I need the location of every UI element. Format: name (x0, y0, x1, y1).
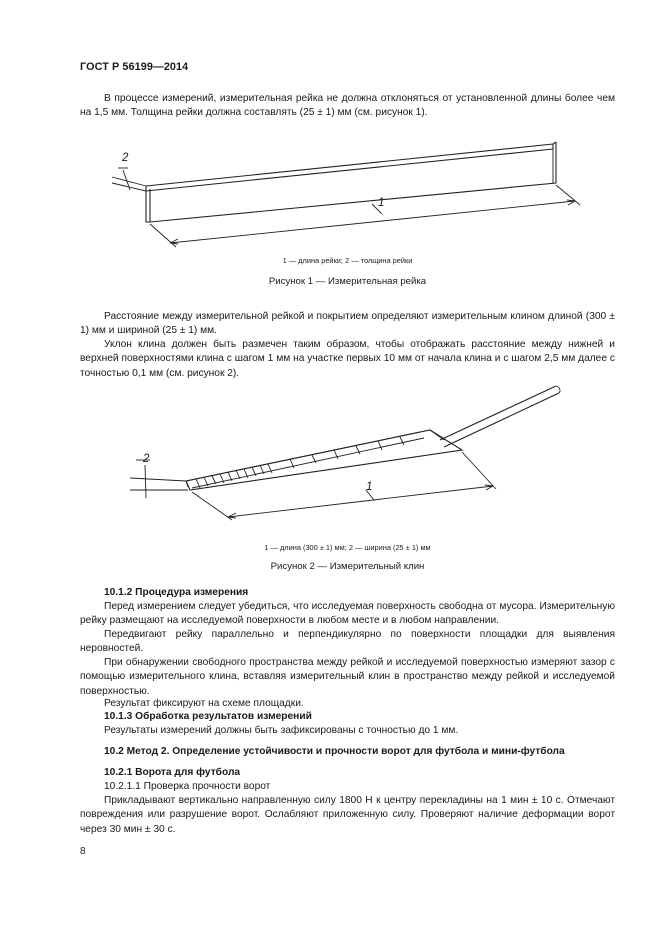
figure-2-legend: 1 — длина (300 ± 1) мм; 2 — ширина (25 ± 1) мм (264, 543, 431, 552)
figure-2-caption: Рисунок 2 — Измерительный клин (270, 561, 425, 572)
paragraph-10-1-3: Результаты измерений должны быть зафиксированы с точностью до 1 мм. (104, 725, 459, 736)
paragraph-10-2-1-1: Прикладывают вертикально направленную силу 1800 Н к центру перекладины на 1 мин ± 10 с. Отмечают повреждения или разрушение ворот. Ослабляют приложенную силу. Проверяют наличие деформации ворот через 30 мин ± 30 с. (80, 795, 615, 835)
measuring-wedge-drawing (130, 386, 560, 520)
heading-10-1-3: 10.1.3 Обработка результатов измерений (104, 711, 312, 722)
figure-1-label-2: 2 (122, 152, 129, 164)
figure-1-label-1: 1 (378, 197, 385, 209)
figure-1-caption: Рисунок 1 — Измерительная рейка (268, 276, 427, 287)
heading-10-2-1: 10.2.1 Ворота для футбола (104, 767, 241, 778)
paragraph-ruler-tolerance: В процессе измерений, измерительная рейка не должна отклоняться от установленной длины более чем на 1,5 мм. Толщина рейки должна составлять (25 ± 1) мм (см. рисунок 1). (80, 93, 615, 119)
figure-1-legend: 1 — длина рейки; 2 — толщина рейки (282, 256, 413, 265)
paragraph-10-1-2-c: При обнаружении свободного пространства между рейкой и исследуемой поверхностью измеряют зазор с помощью измерительного клина, вставляя измерительный клин в пространство между рейкой и исследуемой поверхностью. (80, 657, 615, 697)
heading-10-2: 10.2 Метод 2. Определение устойчивости и прочности ворот для футбола и мини-футбола (104, 746, 565, 757)
heading-10-1-2: 10.1.2 Процедура измерения (104, 587, 249, 598)
paragraph-wedge-marking: Уклон клина должен быть размечен таким образом, чтобы отображать расстояние между нижней и верхней поверхностями клина с шагом 1 мм на участке первых 10 мм от начала клина и с шагом 2,5 мм далее с точностью 0,1 мм (см. рисунок 2). (80, 339, 615, 379)
page-number: 8 (80, 846, 86, 857)
document-header: ГОСТ Р 56199—2014 (80, 61, 189, 73)
paragraph-10-1-2-d: Результат фиксируют на схеме площадки. (104, 698, 304, 709)
paragraph-10-1-2-a: Перед измерением следует убедиться, что исследуемая поверхность свободна от мусора. Измерительную рейку размещают на исследуемой поверхности в любом месте и в любом направлении. (80, 601, 615, 627)
subheading-10-2-1-1: 10.2.1.1 Проверка прочности ворот (104, 781, 271, 792)
paragraph-10-1-2-b: Передвигают рейку параллельно и перпендикулярно по поверхности площадки для выявления неровностей. (80, 629, 615, 655)
paragraph-wedge-dimensions: Расстояние между измерительной рейкой и покрытием определяют измерительным клином длиной (300 ± 1) мм и шириной (25 ± 1) мм. (80, 311, 615, 337)
figure-2-label-2: 2 (143, 453, 150, 465)
figure-2-label-1: 1 (366, 481, 373, 493)
